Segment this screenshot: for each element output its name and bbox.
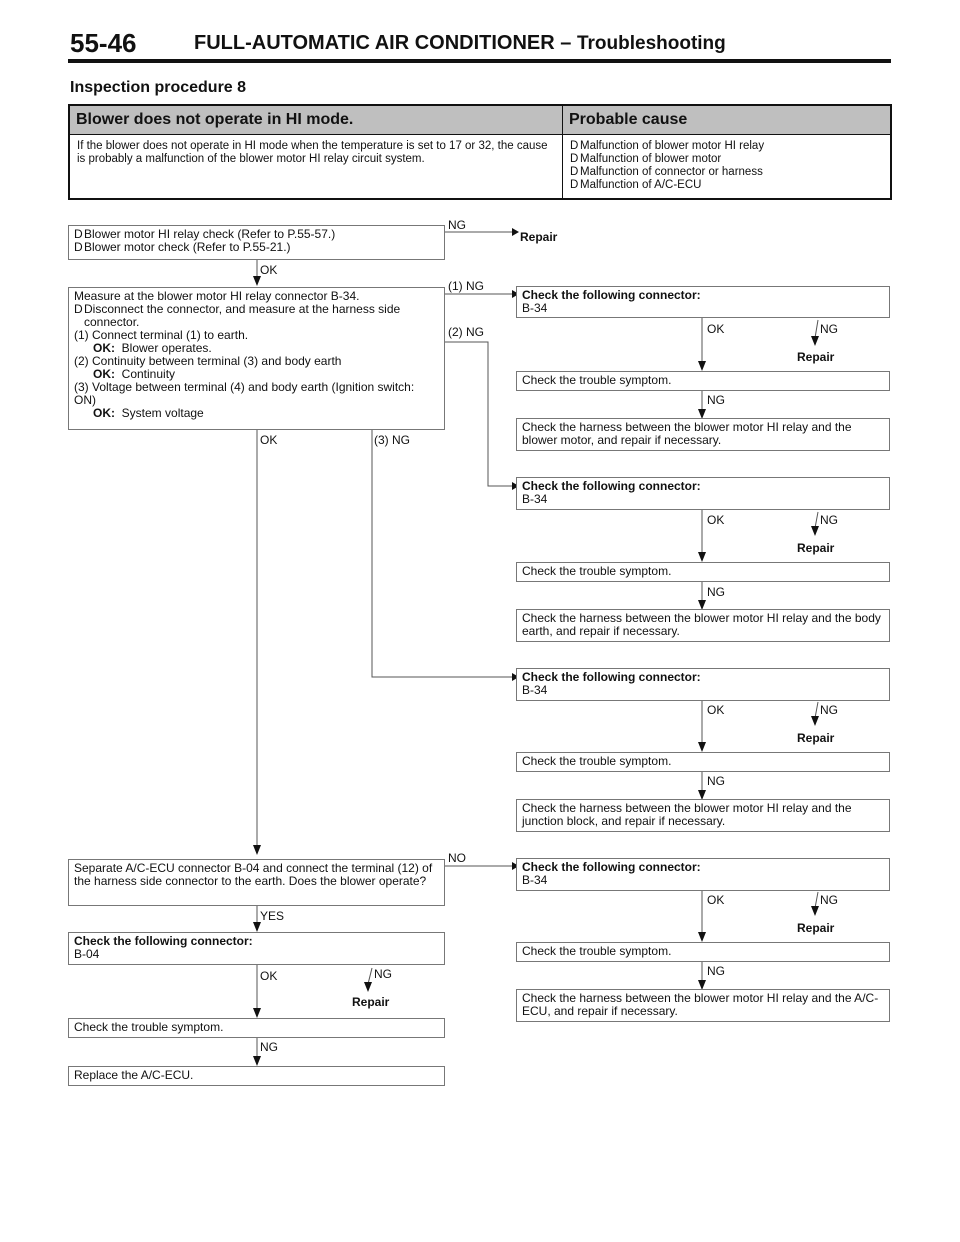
trouble-symptom-box: Check the trouble symptom.: [516, 371, 890, 391]
cause-item: D Malfunction of blower motor HI relay: [570, 140, 765, 152]
step4-symptom-box: Check the trouble symptom.: [68, 1018, 445, 1038]
ok-label: OK: [707, 513, 725, 527]
step2-ok-label: OK: [260, 433, 278, 447]
step4-repair: Repair: [352, 995, 390, 1009]
step2-bullet: D Disconnect the connector, and measure at the harness side connector.: [74, 302, 401, 329]
connector-check-box: Check the following connector: B-34: [516, 477, 890, 510]
ng-label: NG: [820, 513, 838, 527]
page-number: 55-46: [70, 28, 137, 58]
step1-item: DBlower motor HI relay check (Refer to P.55-57.): [74, 227, 336, 241]
cause-item: D Malfunction of connector or harness: [570, 166, 763, 178]
step2-c3: (3) Voltage between terminal (4) and body earth (Ignition switch: ON): [74, 380, 415, 407]
ng-label: NG: [820, 703, 838, 717]
step4-connector-box: Check the following connector: B-04: [68, 932, 445, 965]
connector-check-box: Check the following connector: B-34: [516, 286, 890, 318]
ng-label: NG: [820, 893, 838, 907]
ok-label: OK: [707, 322, 725, 336]
harness-check-box: Check the harness between the blower motor HI relay and the blower motor, and repair if necessary.: [516, 418, 890, 451]
harness-check-box: Check the harness between the blower motor HI relay and the junction block, and repair if necessary.: [516, 799, 890, 832]
repair-label: Repair: [797, 350, 835, 364]
title-dash: –: [560, 32, 572, 54]
step2-c1-ok: OK: Blower operates.: [93, 341, 212, 355]
step2-line1: Measure at the blower motor HI relay connector B-34.: [74, 289, 360, 303]
step4-ok-label: OK: [260, 969, 278, 983]
procedure-title: Inspection procedure 8: [70, 79, 247, 96]
title-sub: Troubleshooting: [576, 33, 726, 54]
step1-ok-label: OK: [260, 263, 278, 277]
trouble-symptom-box: Check the trouble symptom.: [516, 752, 890, 772]
step2-c3-ok: OK: System voltage: [93, 406, 204, 420]
step3-box: Separate A/C-ECU connector B-04 and connect the terminal (12) of the harness side connector to the earth. Does the blower operate?: [68, 859, 445, 906]
harness-check-box: Check the harness between the blower motor HI relay and the A/C-ECU, and repair if necessary.: [516, 989, 890, 1022]
repair-label: Repair: [797, 541, 835, 555]
step1-box: [68, 225, 445, 260]
trouble-symptom-box: Check the trouble symptom.: [516, 562, 890, 582]
step2-ng2-label: (2) NG: [448, 325, 484, 339]
step1-ng-label: NG: [448, 218, 466, 232]
step1-repair: Repair: [520, 230, 558, 244]
step2-c2-ok: OK: Continuity: [93, 367, 176, 381]
ng-label: NG: [707, 964, 725, 978]
replace-ecu-box: Replace the A/C-ECU.: [68, 1066, 445, 1086]
trouble-symptom-box: Check the trouble symptom.: [516, 942, 890, 962]
title-main: FULL-AUTOMATIC AIR CONDITIONER: [194, 32, 555, 54]
cause-header: Probable cause: [563, 105, 892, 135]
ng-label: NG: [707, 774, 725, 788]
ng-label: NG: [820, 322, 838, 336]
cause-item: D Malfunction of blower motor: [570, 153, 722, 165]
step2-c1: (1) Connect terminal (1) to earth.: [74, 328, 249, 342]
step2-c2: (2) Continuity between terminal (3) and body earth: [74, 354, 342, 368]
repair-label: Repair: [797, 731, 835, 745]
cause-item: D Malfunction of A/C-ECU: [570, 179, 702, 191]
step3-no-label: NO: [448, 851, 466, 865]
repair-label: Repair: [797, 921, 835, 935]
step2-ng1-label: (1) NG: [448, 279, 484, 293]
ok-label: OK: [707, 893, 725, 907]
symptom-description: If the blower does not operate in HI mode when the temperature is set to 17 or 32, the cause is probably a malfunction of the blower motor HI relay circuit system.: [69, 135, 563, 200]
step1-item: DBlower motor check (Refer to P.55-21.): [74, 240, 291, 254]
step4-ng-label: NG: [374, 967, 392, 981]
step2-box: [68, 287, 445, 430]
ok-label: OK: [707, 703, 725, 717]
symptom-header: Blower does not operate in HI mode.: [69, 105, 563, 135]
harness-check-box: Check the harness between the blower motor HI relay and the body earth, and repair if necessary.: [516, 609, 890, 642]
ng-label: NG: [707, 393, 725, 407]
connector-check-box: Check the following connector: B-34: [516, 858, 890, 891]
step4-ng2-label: NG: [260, 1040, 278, 1054]
step2-ng3-label: (3) NG: [374, 433, 410, 447]
step3-yes-label: YES: [260, 909, 285, 923]
ng-label: NG: [707, 585, 725, 599]
connector-check-box: Check the following connector: B-34: [516, 668, 890, 701]
